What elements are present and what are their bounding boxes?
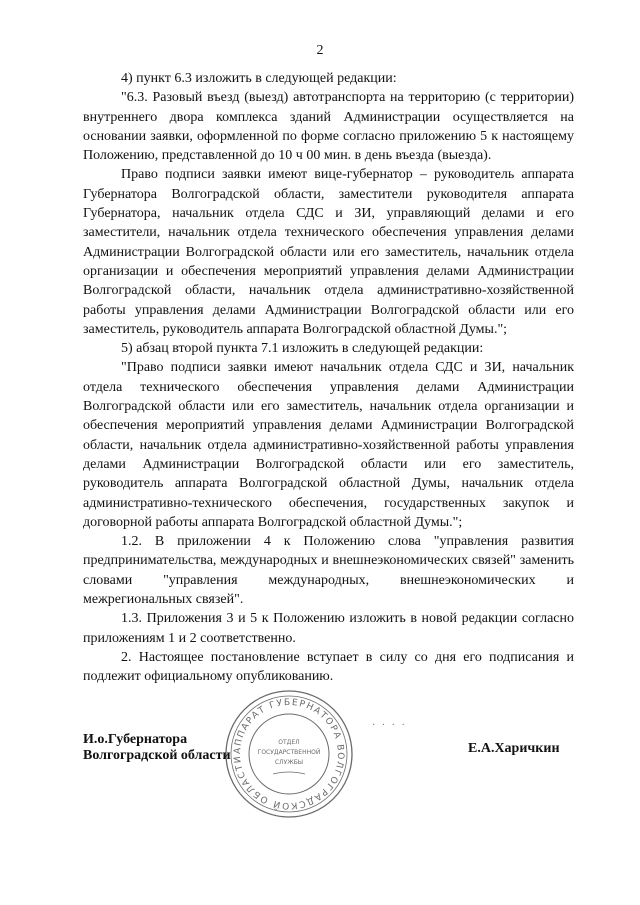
paragraph-7-1: "Право подписи заявки имеют начальник отдела СДС и ЗИ, начальник отдела технического обеспечения управления делами Администрации Волгоградской области или его заместитель, начальник отдела организации и обеспечения мероприятий управления делами Администрации Волгоградской области, начальник отдела административно-хозяйственной работы управления делами Администрации Волгоградской области или его заместитель, руководитель аппарата Волгоградской областной Думы, начальник отдела административно-технического обеспечения, государственных закупок и договорной работы аппарата Волгоградской областной Думы.";: [83, 360, 574, 530]
signature-mark: · · · ·: [372, 720, 407, 731]
signatory-position-line-1: И.о.Губернатора: [83, 732, 188, 747]
seal-inner-line-2: ГОСУДАРСТВЕННОЙ: [257, 749, 321, 756]
signatory-position: [83, 732, 231, 764]
paragraph-item-5-heading: 5) абзац второй пункта 7.1 изложить в следующей редакции:: [121, 341, 484, 357]
official-seal: [223, 688, 355, 820]
signatory-position-line-2: Волгоградской области: [83, 748, 231, 763]
seal-inner-line-1: ОТДЕЛ: [278, 739, 300, 746]
paragraph-1-3: 1.3. Приложения 3 и 5 к Положению изложить в новой редакции согласно приложениям 1 и 2 соответственно.: [83, 611, 574, 646]
paragraph-1-2: 1.2. В приложении 4 к Положению слова "управления развития предпринимательства, международных и внешнеэкономических связей" заменить словами "управления международных, внешнеэкономических и межрегиональных связей".: [83, 534, 574, 608]
seal-inner-line-3: СЛУЖБЫ: [274, 759, 304, 766]
paragraph-signing-rights: Право подписи заявки имеют вице-губернатор – руководитель аппарата Губернатора Волгоградской области, заместители руководителя аппарата Губернатора, начальник отдела СДС и ЗИ, управляющий делами и его заместители, начальник отдела технического обеспечения управления делами Администрации Волгоградской области или его заместитель, начальник отдела организации и обеспечения мероприятий управления делами Администрации Волгоградской области, начальник отдела административно-хозяйственной работы управления делами Администрации Волгоградской области или его заместитель, руководитель аппарата Волгоградской областной Думы.";: [83, 167, 574, 337]
paragraph-item-4-heading: 4) пункт 6.3 изложить в следующей редакции:: [121, 71, 397, 86]
document-body: [83, 69, 574, 687]
seal-outer-text: АППАРАТ ГУБЕРНАТОРА ВОЛГОГРАДСКОЙ ОБЛАСТИ: [232, 697, 346, 811]
page-number: 2: [316, 43, 324, 58]
signatory-name: Е.А.Харичкин: [468, 741, 560, 756]
paragraph-6-3: "6.3. Разовый въезд (выезд) автотранспорта на территорию (с территории) внутреннего двора комплекса зданий Администрации осуществляется на основании заявки, оформленной по форме согласно приложению 5 к настоящему Положению, представленной до 10 ч 00 мин. в день въезда (выезда).: [83, 90, 574, 164]
paragraph-2: 2. Настоящее постановление вступает в силу со дня его подписания и подлежит официальному опубликованию.: [83, 649, 574, 685]
